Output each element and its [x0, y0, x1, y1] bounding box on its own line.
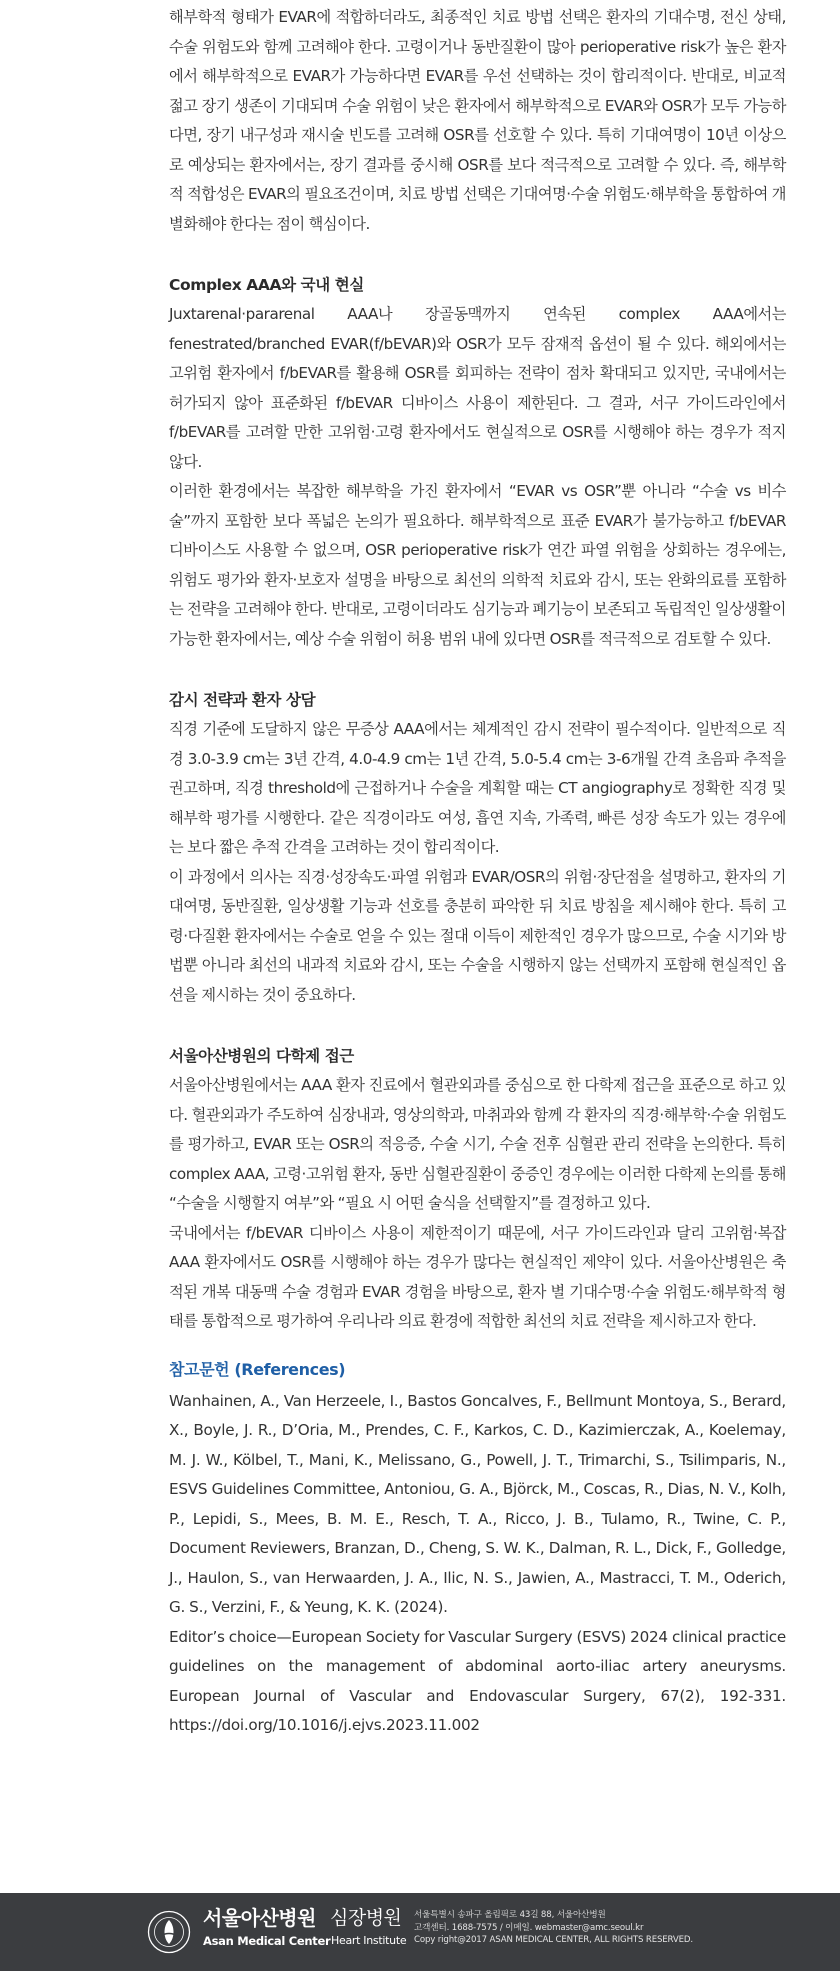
intro-paragraph: 해부학적 형태가 EVAR에 적합하더라도, 최종적인 치료 방법 선택은 환자의 기대수명, 전신 상태, 수술 위험도와 함께 고려해야 한다. 고령이거나 동반질환이 많아 perioperative risk가 높은 환자에서 해부학적으로 EVAR가 가능하다면 EVAR를 우선 선택하는 것이 합리적이다. 반대로, 비교적 젊고 장기 생존이 기대되며 수술 위험이 낮은 환자에서 해부학적으로 EVAR와 OSR가 모두 가능하다면, 장기 내구성과 재시술 빈도를 고려해 OSR를 선호할 수 있다. 특히 기대여명이 10년 이상으로 예상되는 환자에서는, 장기 결과를 중시해 OSR를 보다 적극적으로 고려할 수 있다. 즉, 해부학적 적합성은 EVAR의 필요조건이며, 치료 방법 선택은 기대여명·수술 위험도·해부학을 통합하여 개별화해야 한다는 점이 핵심이다. [169, 8, 786, 233]
section-gap [169, 654, 786, 686]
references-list [169, 1387, 786, 1741]
reference-title: Editor’s choice—European Society for Vascular Surgery (ESVS) 2024 clinical practice guidelines on the management of abdominal aorto-iliac artery aneurysms. European Journal of Vascular and Endovascular Surgery, 67(2), 192-331. https://doi.org/10.1016/j.ejvs.2023.11.002 [169, 1627, 786, 1734]
section-surveillance [169, 686, 786, 1010]
section-paragraph: 이러한 환경에서는 복잡한 해부학을 가진 환자에서 “EVAR vs OSR”뿐 아니라 “수술 vs 비수술”까지 포함한 보다 폭넓은 논의가 필요하다. 해부학적으로 표준 EVAR가 불가능하고 f/bEVAR 디바이스도 사용할 수 없으며, OSR perioperative risk가 연간 파열 위험을 상회하는 경우에는, 위험도 평가와 환자·보호자 설명을 바탕으로 최선의 의학적 치료와 감시, 또는 완화의료를 포함하는 전략을 고려해야 한다. 반대로, 고령이더라도 심기능과 폐기능이 보존되고 독립적인 일상생활이 가능한 환자에서는, 예상 수술 위험이 허용 범위 내에 있다면 OSR를 적극적으로 검토할 수 있다. [169, 482, 786, 648]
section-heading: Complex AAA와 국내 현실 [169, 276, 364, 294]
hospital-logo-english: Asan Medical Center [203, 1934, 331, 1948]
heart-institute-korean: 심장병원 [330, 1907, 402, 1929]
article-body [169, 0, 786, 1741]
hospital-logo-korean: 서울아산병원 [203, 1906, 316, 1930]
section-paragraph: 국내에서는 f/bEVAR 디바이스 사용이 제한적이기 때문에, 서구 가이드라인과 달리 고위험·복잡 AAA 환자에서도 OSR를 시행해야 하는 경우가 많다는 현실적인 제약이 있다. 서울아산병원은 축적된 개복 대동맥 수술 경험과 EVAR 경험을 바탕으로, 환자 별 기대수명·수술 위험도·해부학적 형태를 통합적으로 평가하여 우리나라 의료 환경에 적합한 최선의 치료 전략을 제시하고자 한다. [169, 1223, 786, 1330]
section-paragraph: Juxtarenal·pararenal AAA나 장골동맥까지 연속된 complex AAA에서는 fenestrated/branched EVAR(f/bEVAR)와 OSR가 모두 잠재적 옵션이 될 수 있다. 해외에서는 고위험 환자에서 f/bEVAR를 활용해 OSR를 회피하는 전략이 점차 확대되고 있지만, 국내에서는 허가되지 않아 표준화된 f/bEVAR 디바이스 사용이 제한된다. 그 결과, 서구 가이드라인에서 f/bEVAR를 고려할 만한 고위험·고령 환자에서도 현실적으로 OSR를 시행해야 하는 경우가 적지 않다. [169, 305, 786, 471]
section-multidisciplinary [169, 1042, 786, 1337]
site-footer [0, 1893, 840, 1971]
section-heading: 서울아산병원의 다학제 접근 [169, 1047, 354, 1065]
reference-authors: Wanhainen, A., Van Herzeele, I., Bastos Goncalves, F., Bellmunt Montoya, S., Berard, X., Boyle, J. R., D’Oria, M., Prendes, C. F., Karkos, C. D., Kazimierczak, A., Koelemay, M. J. W., Kölbel, T., Mani, K., Melissano, G., Powell, J. T., Trimarchi, S., Tsilimparis, N., ESVS Guidelines Committee, Antoniou, G. A., Björck, M., Coscas, R., Dias, N. V., Kolh, P., Lepidi, S., Mees, B. M. E., Resch, T. A., Ricco, J. B., Tulamo, R., Twine, C. P., Document Reviewers, Branzan, D., Cheng, S. W. K., Dalman, R. L., Dick, F., Golledge, J., Haulon, S., van Herwaarden, J. A., Ilic, N. S., Jawien, A., Mastracci, T. M., Oderich, G. S., Verzini, F., & Yeung, K. K. (2024). [169, 1391, 786, 1616]
section-paragraph: 서울아산병원에서는 AAA 환자 진료에서 혈관외과를 중심으로 한 다학제 접근을 표준으로 하고 있다. 혈관외과가 주도하여 심장내과, 영상의학과, 마취과와 함께 각 환자의 직경·해부학·수술 위험도를 평가하고, EVAR 또는 OSR의 적응증, 수술 시기, 수술 전후 심혈관 관리 전략을 논의한다. 특히 complex AAA, 고령·고위험 환자, 동반 심혈관질환이 중증인 경우에는 이러한 다학제 논의를 통해 “수술을 시행할지 여부”와 “필요 시 어떤 술식을 선택할지”를 결정하고 있다. [169, 1076, 786, 1212]
footer-copyright-line: Copy right@2017 ASAN MEDICAL CENTER, ALL RIGHTS RESERVED. [414, 1935, 693, 1945]
references-section [169, 1355, 786, 1741]
section-gap [169, 1337, 786, 1355]
footer-contact-line: 고객센터. 1688-7575 / 이메일. webmaster@amc.seoul.kr [414, 1922, 644, 1933]
section-paragraph: 직경 기준에 도달하지 않은 무증상 AAA에서는 체계적인 감시 전략이 필수적이다. 일반적으로 직경 3.0-3.9 cm는 3년 간격, 4.0-4.9 cm는 1년 간격, 5.0-5.4 cm는 3-6개월 간격 초음파 추적을 권고하며, 직경 threshold에 근접하거나 수술을 계획할 때는 CT angiography로 정확한 직경 및 해부학 평가를 시행한다. 같은 직경이라도 여성, 흡연 지속, 가족력, 빠른 성장 속도가 있는 경우에는 보다 짧은 추적 간격을 고려하는 것이 합리적이다. [169, 720, 786, 856]
hospital-emblem-icon [147, 1910, 191, 1954]
footer-address [414, 1909, 693, 1947]
references-heading: 참고문헌 (References) [169, 1359, 346, 1379]
heart-institute-english: Heart Institute [331, 1934, 407, 1947]
section-heading: 감시 전략과 환자 상담 [169, 691, 316, 709]
section-gap [169, 1010, 786, 1042]
section-paragraph: 이 과정에서 의사는 직경·성장속도·파열 위험과 EVAR/OSR의 위험·장단점을 설명하고, 환자의 기대여명, 동반질환, 일상생활 기능과 선호를 충분히 파악한 뒤 치료 방침을 제시해야 한다. 특히 고령·다질환 환자에서는 수술로 얻을 수 있는 절대 이득이 제한적인 경우가 많으므로, 수술 시기와 방법뿐 아니라 최선의 내과적 치료와 감시, 또는 수술을 시행하지 않는 선택까지 포함해 현실적인 옵션을 제시하는 것이 중요하다. [169, 867, 786, 1004]
footer-address-line: 서울특별시 송파구 올림픽로 43길 88, 서울아산병원 [414, 1910, 606, 1920]
section-gap [169, 239, 786, 271]
section-complex-aaa [169, 271, 786, 654]
